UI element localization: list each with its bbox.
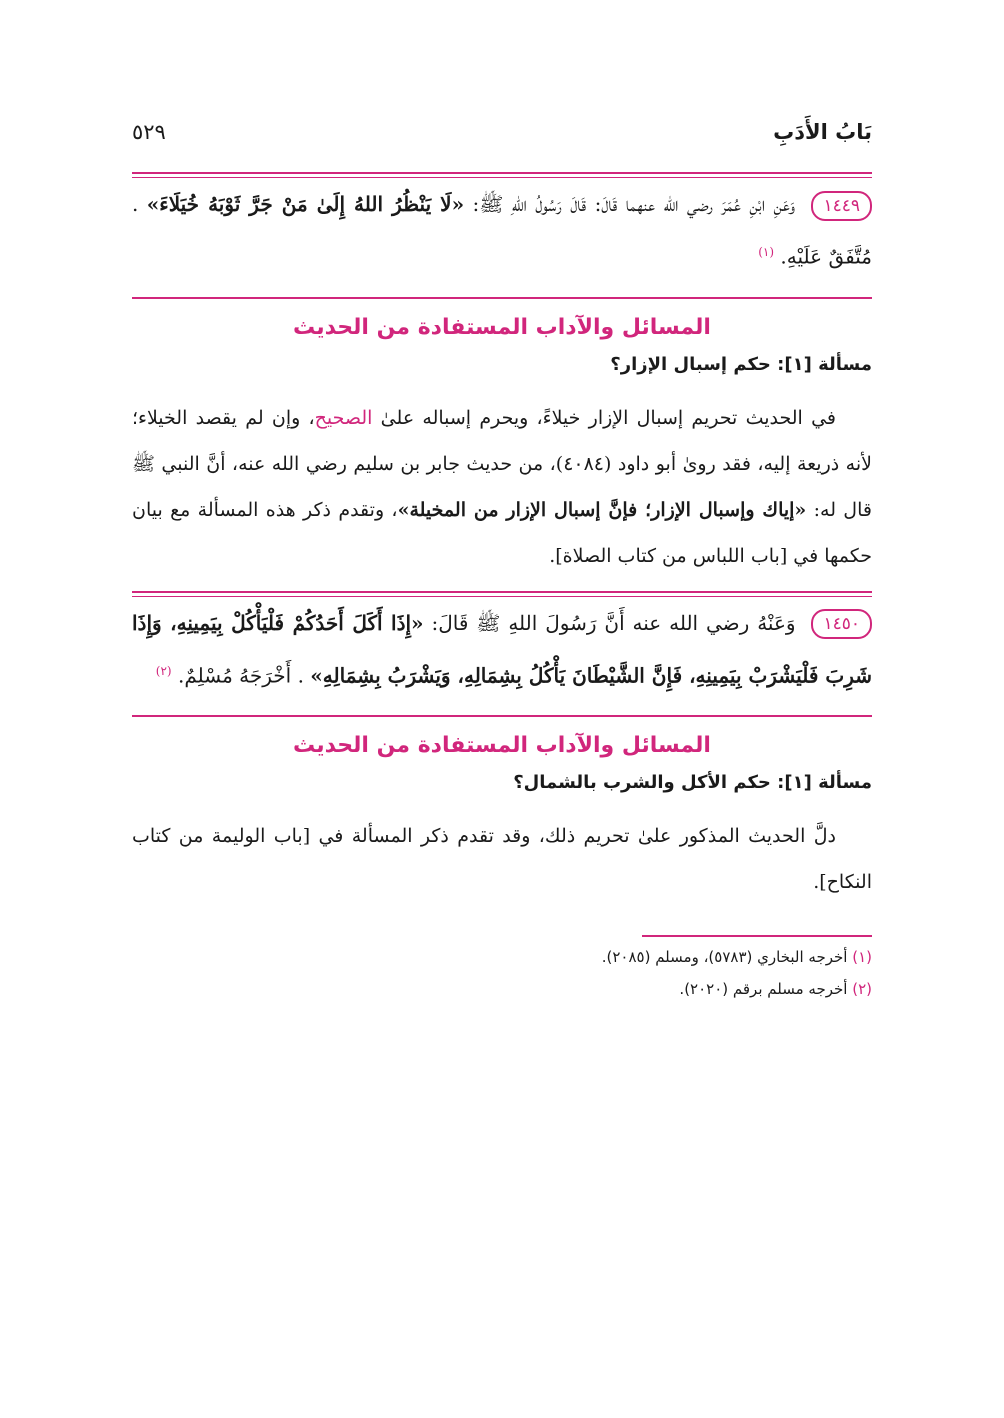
section-rule	[132, 715, 872, 717]
para-accent: الصحيح	[314, 406, 373, 429]
section-rule	[132, 297, 872, 299]
para-text: في الحديث تحريم إسبال الإزار خيلاءً، ويحرم إسباله علىٰ	[372, 406, 836, 429]
hadith-1450	[132, 599, 872, 700]
question-label: مسألة [١]:	[777, 353, 872, 375]
hadith-intro: وَعَنْهُ رضي الله عنه أَنَّ رَسُولَ اللهِ ﷺ قَالَ:	[423, 610, 796, 635]
footnote-rule	[642, 935, 872, 937]
footnotes	[132, 941, 872, 1005]
footnote-marker: (٢)	[155, 663, 172, 678]
question-text: حكم إسبال الإزار؟	[610, 353, 771, 375]
hadith-number-badge: ١٤٥٠	[811, 609, 872, 639]
hadith-rule	[132, 591, 872, 597]
hadith-matn: «إِذَا أَكَلَ أَحَدُكُمْ فَلْيَأْكُلْ بِيَمِينِهِ، وَإِذَا شَرِبَ فَلْيَشْرَبْ بِيَمِينِهِ، فَإِنَّ الشَّيْطَانَ يَأْكُلُ بِشِمَالِهِ، وَيَشْرَبُ بِشِمَالِهِ»	[132, 610, 872, 688]
hadith-intro: وَعَنِ ابْنِ عُمَرَ رضي الله عنهما قَالَ: قَالَ رَسُولُ اللهِ ﷺ:	[464, 192, 796, 216]
footnote-number: (٢)	[852, 980, 872, 999]
running-header	[132, 120, 872, 160]
hadith-1449	[132, 180, 872, 281]
footnote-marker: (١)	[758, 245, 775, 259]
book-page	[132, 120, 872, 1005]
section-title: المسائل والآداب المستفادة من الحديث	[293, 314, 711, 340]
header-rule	[132, 172, 872, 178]
footnote-number: (١)	[852, 948, 872, 967]
footnote-text: أخرجه البخاري (٥٧٨٣)، ومسلم (٢٠٨٥).	[601, 948, 848, 967]
hadith-number-badge: ١٤٤٩	[811, 191, 872, 221]
para-text: ، وإن لم يقصد الخيلاء؛ لأنه ذريعة إليه، فقد روىٰ أبو داود (٤٠٨٤)، من حديث جابر بن سليم رضي الله عنه، أنَّ النبي ﷺ قال له:	[132, 406, 872, 521]
question-label: مسألة [١]:	[777, 772, 872, 794]
question-heading	[132, 354, 872, 375]
hadith-source: . مُتَّفَقٌ عَلَيْهِ.	[132, 192, 872, 269]
footnote-item	[132, 973, 872, 1005]
question-heading	[132, 772, 872, 793]
para-quote: «إياك وإسبال الإزار؛ فإنَّ إسبال الإزار من المخيلة»	[397, 498, 807, 521]
chapter-title: بَابُ الأَدَبِ	[773, 120, 872, 144]
hadith-matn: «لَا يَنْظُرُ اللهُ إِلَىٰ مَنْ جَرَّ ثَوْبَهُ خُيَلَاءَ»	[146, 192, 465, 216]
question-text: حكم الأكل والشرب بالشمال؟	[513, 772, 771, 794]
commentary-paragraph	[132, 395, 872, 579]
para-text: ، وتقدم ذكر هذه المسألة مع بيان حكمها في [باب اللباس من كتاب الصلاة].	[132, 498, 872, 567]
section-title: المسائل والآداب المستفادة من الحديث	[293, 733, 711, 759]
footnote-item	[132, 941, 872, 973]
hadith-source: . أَخْرَجَهُ مُسْلِمٌ.	[177, 663, 304, 688]
footnote-text: أخرجه مسلم برقم (٢٠٢٠).	[679, 980, 848, 999]
page-number: ٥٢٩	[132, 120, 166, 144]
commentary-paragraph: دلَّ الحديث المذكور علىٰ تحريم ذلك، وقد تقدم ذكر المسألة في [باب الوليمة من كتاب النكاح].	[132, 825, 872, 894]
